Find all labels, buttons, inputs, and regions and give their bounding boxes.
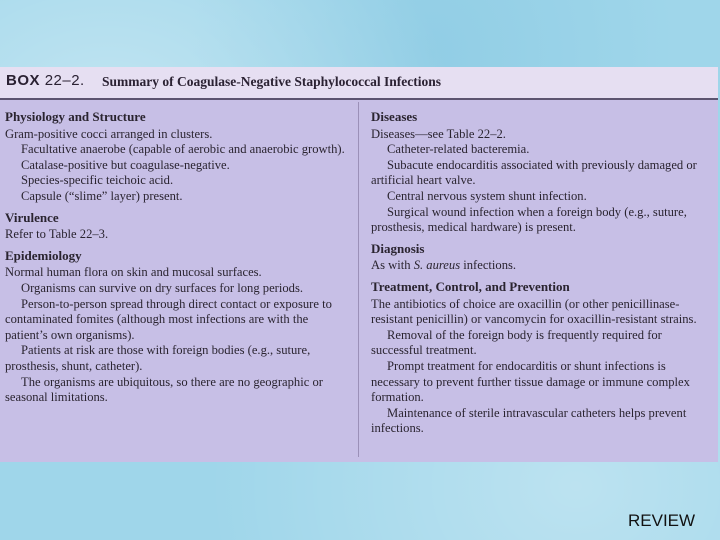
treatment-line: Maintenance of sterile intravascular catheters helps prevent infections. xyxy=(371,405,687,436)
physiology-line: Species-specific teichoic acid. xyxy=(21,173,174,188)
diseases-line: Subacute endocarditis associated with previously damaged or artificial heart valve. xyxy=(371,157,697,188)
epidemiology-line: Normal human flora on skin and mucosal surfaces. xyxy=(5,265,262,280)
physiology-line: Facultative anaerobe (capable of aerobic and anaerobic growth). xyxy=(21,142,345,157)
physiology-line: Capsule (“slime” layer) present. xyxy=(21,188,183,203)
epidemiology-line: The organisms are ubiquitous, so there are no geographic or seasonal limitations. xyxy=(5,374,323,405)
column-divider xyxy=(358,102,359,457)
box-title: Summary of Coagulase-Negative Staphylococcal Infections xyxy=(102,74,441,89)
box-number xyxy=(6,72,85,89)
diseases-line: Central nervous system shunt infection. xyxy=(387,188,587,203)
epidemiology-line: Person-to-person spread through direct contact or exposure to contaminated fomites (although most infections are with the patient’s own organisms). xyxy=(5,296,332,342)
virulence-text: Refer to Table 22–3. xyxy=(5,227,109,242)
treatment-line: The antibiotics of choice are oxacillin (or other penicillinase-resistant penicillin) or vancomycin for oxacillin-resistant strains. xyxy=(371,296,697,327)
physiology-heading: Physiology and Structure xyxy=(5,109,146,124)
summary-box xyxy=(0,67,718,462)
treatment-line: Prompt treatment for endocarditis or shunt infections is necessary to prevent further tissue damage or immune complex formation. xyxy=(371,358,690,405)
diseases-line: Catheter-related bacteremia. xyxy=(387,142,530,157)
diagnosis-organism: S. aureus xyxy=(413,258,461,273)
virulence-heading: Virulence xyxy=(5,209,59,225)
box-number-value: 22–2. xyxy=(44,72,85,89)
epidemiology-heading: Epidemiology xyxy=(5,247,82,263)
diagnosis-heading: Diagnosis xyxy=(371,240,425,256)
diagnosis-text-before: As with xyxy=(371,258,414,273)
physiology-line: Catalase-positive but coagulase-negative. xyxy=(21,157,230,172)
left-column xyxy=(5,109,350,406)
diagnosis-text xyxy=(371,258,713,274)
treatment-line: Removal of the foreign body is frequently required for successful treatment. xyxy=(371,327,662,358)
box-prefix: BOX xyxy=(6,72,41,89)
diagnosis-text-after: infections. xyxy=(460,258,517,273)
diseases-heading: Diseases xyxy=(371,109,418,124)
review-label: REVIEW xyxy=(628,511,696,530)
box-header xyxy=(0,67,718,100)
diseases-line: Diseases—see Table 22–2. xyxy=(371,126,506,141)
right-column xyxy=(371,109,713,437)
diseases-line: Surgical wound infection when a foreign body (e.g., suture, prosthesis, medical hardware) is present. xyxy=(371,204,687,235)
treatment-heading: Treatment, Control, and Prevention xyxy=(371,278,570,294)
physiology-line: Gram-positive cocci arranged in clusters. xyxy=(5,126,213,141)
epidemiology-line: Patients at risk are those with foreign bodies (e.g., suture, prosthesis, shunt, catheter). xyxy=(5,343,311,373)
epidemiology-line: Organisms can survive on dry surfaces for long periods. xyxy=(21,280,304,295)
